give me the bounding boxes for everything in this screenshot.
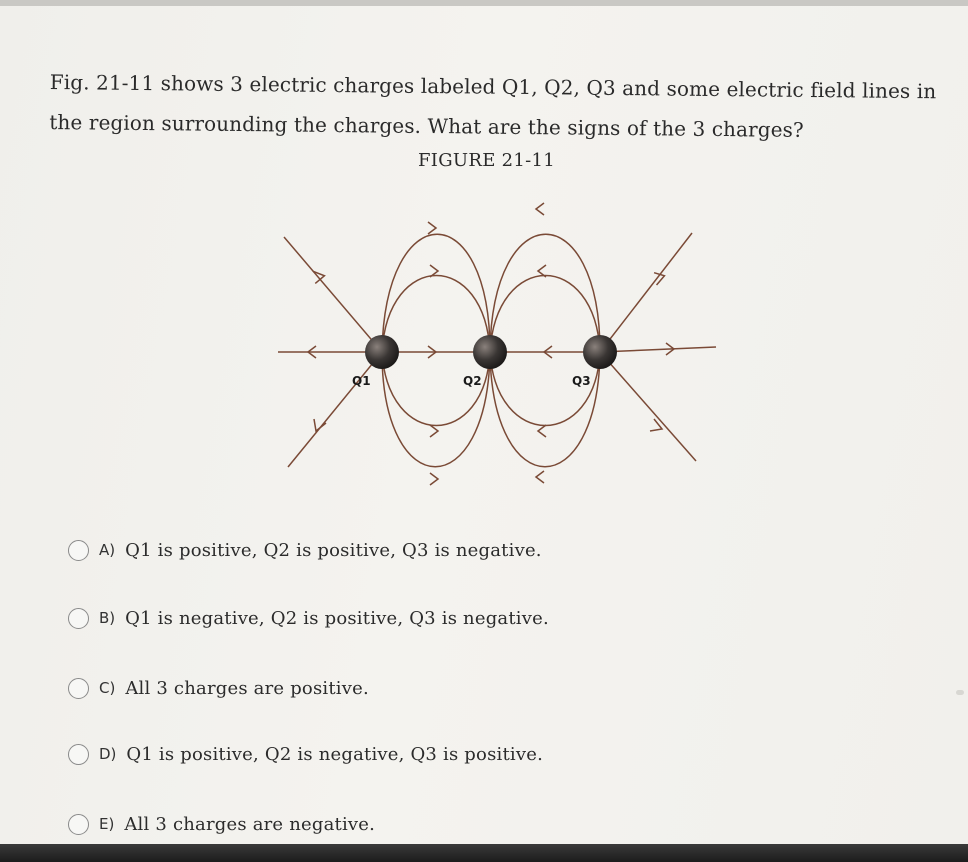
field-line-lower-left (288, 352, 382, 467)
option-c-letter: C) (99, 679, 116, 697)
radio-a[interactable] (68, 540, 89, 561)
option-c[interactable] (68, 670, 369, 706)
field-line-lower-right (600, 352, 696, 461)
question-text: Fig. 21-11 shows 3 electric charges labeled Q1, Q2, Q3 and some electric field lines in the region surrounding the charges. What are the signs of the 3 charges? (49, 69, 937, 142)
charge-q3 (583, 335, 617, 369)
option-e[interactable] (68, 806, 375, 842)
radio-d[interactable] (68, 744, 89, 765)
field-line-upper-right (600, 233, 692, 352)
option-c-text: All 3 charges are positive. (125, 677, 369, 699)
option-e-text: All 3 charges are negative. (124, 813, 376, 835)
option-b-text: Q1 is negative, Q2 is positive, Q3 is negative. (125, 607, 549, 629)
radio-c[interactable] (68, 678, 89, 699)
edge-mark (956, 690, 964, 695)
field-line-figure (270, 195, 730, 495)
option-d-letter: D) (99, 745, 117, 763)
charge-label-q3: Q3 (572, 374, 591, 388)
figure-title: FIGURE 21-11 (418, 150, 556, 171)
option-b-letter: B) (99, 609, 116, 627)
option-e-letter: E) (99, 815, 115, 833)
bottom-border (0, 844, 968, 862)
field-line-right-horizontal (600, 347, 716, 352)
option-a-letter: A) (99, 541, 116, 559)
radio-b[interactable] (68, 608, 89, 629)
charge-q1 (365, 335, 399, 369)
option-d-text: Q1 is positive, Q2 is negative, Q3 is positive. (126, 743, 543, 765)
option-a-text: Q1 is positive, Q2 is positive, Q3 is negative. (125, 539, 542, 561)
top-border (0, 0, 968, 6)
option-a[interactable] (68, 532, 542, 568)
charge-label-q2: Q2 (463, 374, 482, 388)
option-d[interactable] (68, 736, 543, 772)
charge-label-q1: Q1 (352, 374, 371, 388)
radio-e[interactable] (68, 814, 89, 835)
charge-q2 (473, 335, 507, 369)
field-line-upper-left (284, 237, 382, 352)
option-b[interactable] (68, 600, 549, 636)
